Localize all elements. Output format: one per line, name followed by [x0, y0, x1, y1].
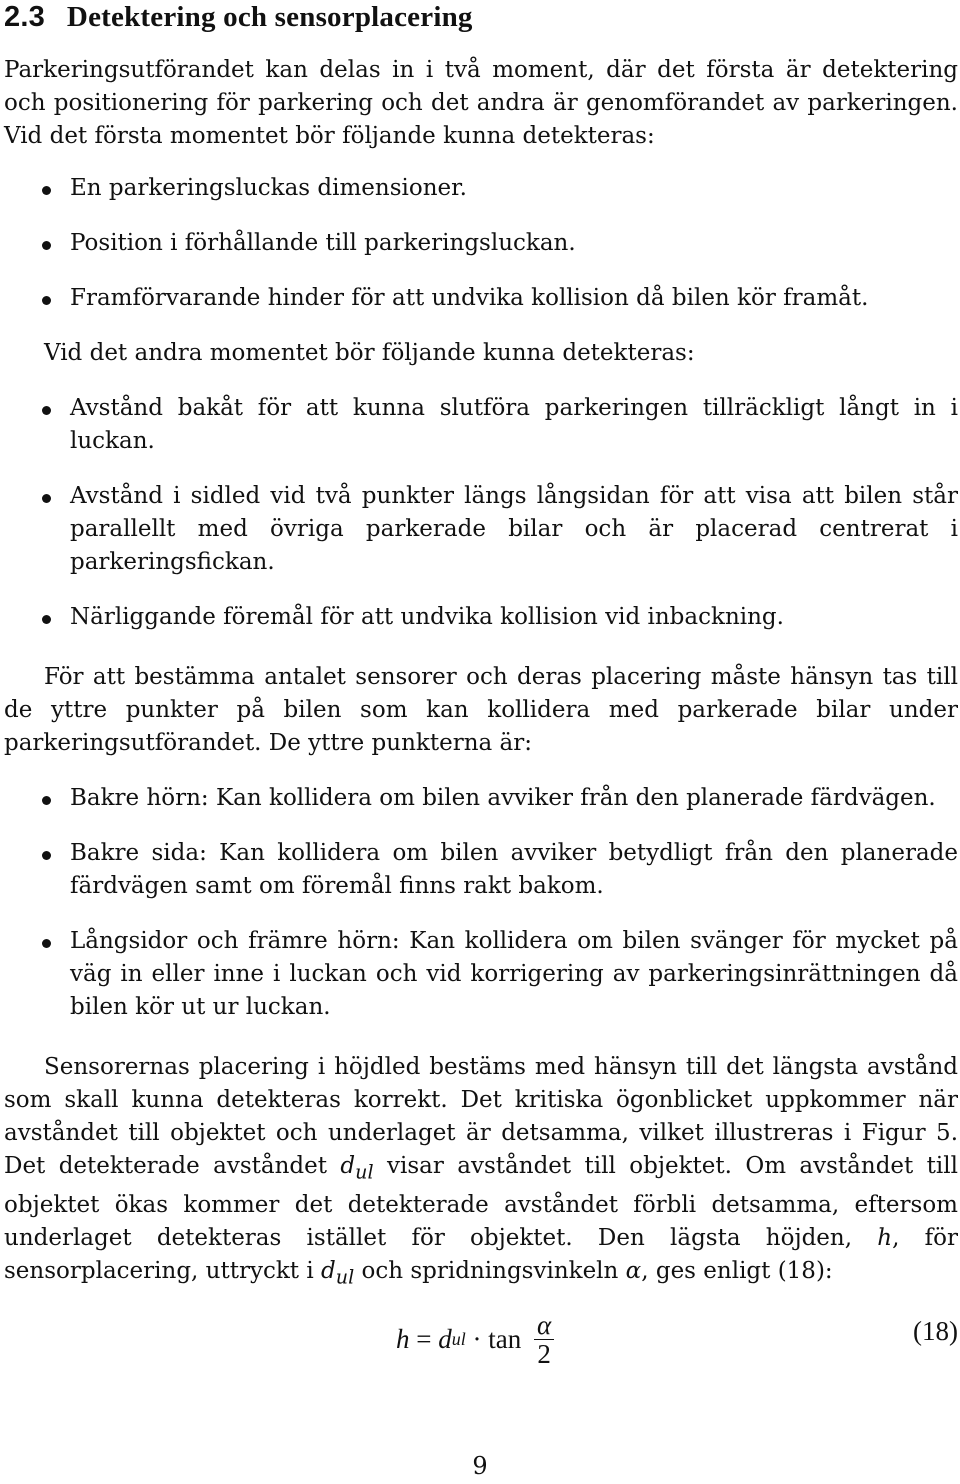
bullet-icon: [42, 494, 51, 503]
list-item: Närliggande föremål för att undvika kollision vid inbackning.: [4, 601, 958, 634]
list-item: Långsidor och främre hörn: Kan kollidera om bilen svänger för mycket på väg in eller inne i luckan och vid korrigering av parkeringsinrättningen då bilen kör ut ur luckan.: [4, 925, 958, 1024]
equation-body: h = d ul · tan $\frac{\alpha}{2}$: [396, 1311, 554, 1368]
bullet-list-first-moment: [4, 172, 958, 315]
document-page: [4, 0, 958, 1373]
list-item: Framförvarande hinder för att undvika kollision då bilen kör framåt.: [4, 282, 958, 315]
bullet-icon: [42, 186, 51, 195]
section-heading: [4, 0, 958, 34]
list-item: Avstånd bakåt för att kunna slutföra parkeringen tillräckligt långt in i luckan.: [4, 392, 958, 458]
list-item: Position i förhållande till parkeringsluckan.: [4, 227, 958, 260]
bullet-list-second-moment: [4, 392, 958, 634]
bullet-icon: [42, 241, 51, 250]
bullet-icon: [42, 296, 51, 305]
list-item: Avstånd i sidled vid två punkter längs långsidan för att visa att bilen står parallellt med övriga parkerade bilar och är placerad centrerat i parkeringsfickan.: [4, 480, 958, 579]
bullet-icon: [42, 851, 51, 860]
equation-18: [4, 1293, 958, 1373]
section-title: Detektering och sensorplacering: [66, 1, 473, 33]
paragraph-sensor-height: Sensorernas placering i höjdled bestäms med hänsyn till det längsta avstånd som skall kunna detekteras korrekt. Det kritiska ögonblicket uppkommer när avståndet till objektet och underlaget är detsamma, vilket illustreras i Figur 5. Det detekterade avståndet $d_{ul}$ visar avståndet till objektet. Om avståndet till objektet ökas kommer det detekterade avståndet förbli detsamma, eftersom underlaget detekteras istället för objektet. Den lägsta höjden, h, för sensorplacering, uttryckt i $d_{ul}$ och spridningsvinkeln α, ges enligt (18):: [4, 1054, 959, 1289]
equation-number: (18): [913, 1316, 958, 1347]
bullet-icon: [42, 406, 51, 415]
paragraph-outer-points: För att bestämma antalet sensorer och deras placering måste hänsyn tas till de yttre punkter på bilen som kan kollidera med parkerade bilar under parkeringsutförandet. De yttre punkterna är:: [4, 664, 958, 756]
bullet-icon: [42, 615, 51, 624]
bullet-icon: [42, 939, 51, 948]
list-item: En parkeringsluckas dimensioner.: [4, 172, 958, 205]
list-item: Bakre sida: Kan kollidera om bilen avviker betydligt från den planerade färdvägen samt om föremål finns rakt bakom.: [4, 837, 958, 903]
bullet-list-outer-points: [4, 782, 958, 1024]
list-item: Bakre hörn: Kan kollidera om bilen avviker från den planerade färdvägen.: [4, 782, 958, 815]
page-number: 9: [472, 1452, 488, 1480]
paragraph-intro: Parkeringsutförandet kan delas in i två moment, där det första är detektering och positionering för parkering och det andra är genomförandet av parkeringen. Vid det första momentet bör följande kunna detekteras:: [4, 57, 958, 149]
paragraph-second-moment: Vid det andra momentet bör följande kunna detekteras:: [44, 340, 695, 366]
section-number: 2.3: [4, 1, 45, 33]
fraction: $\frac{\alpha}{2}$: [534, 1311, 554, 1368]
bullet-icon: [42, 796, 51, 805]
